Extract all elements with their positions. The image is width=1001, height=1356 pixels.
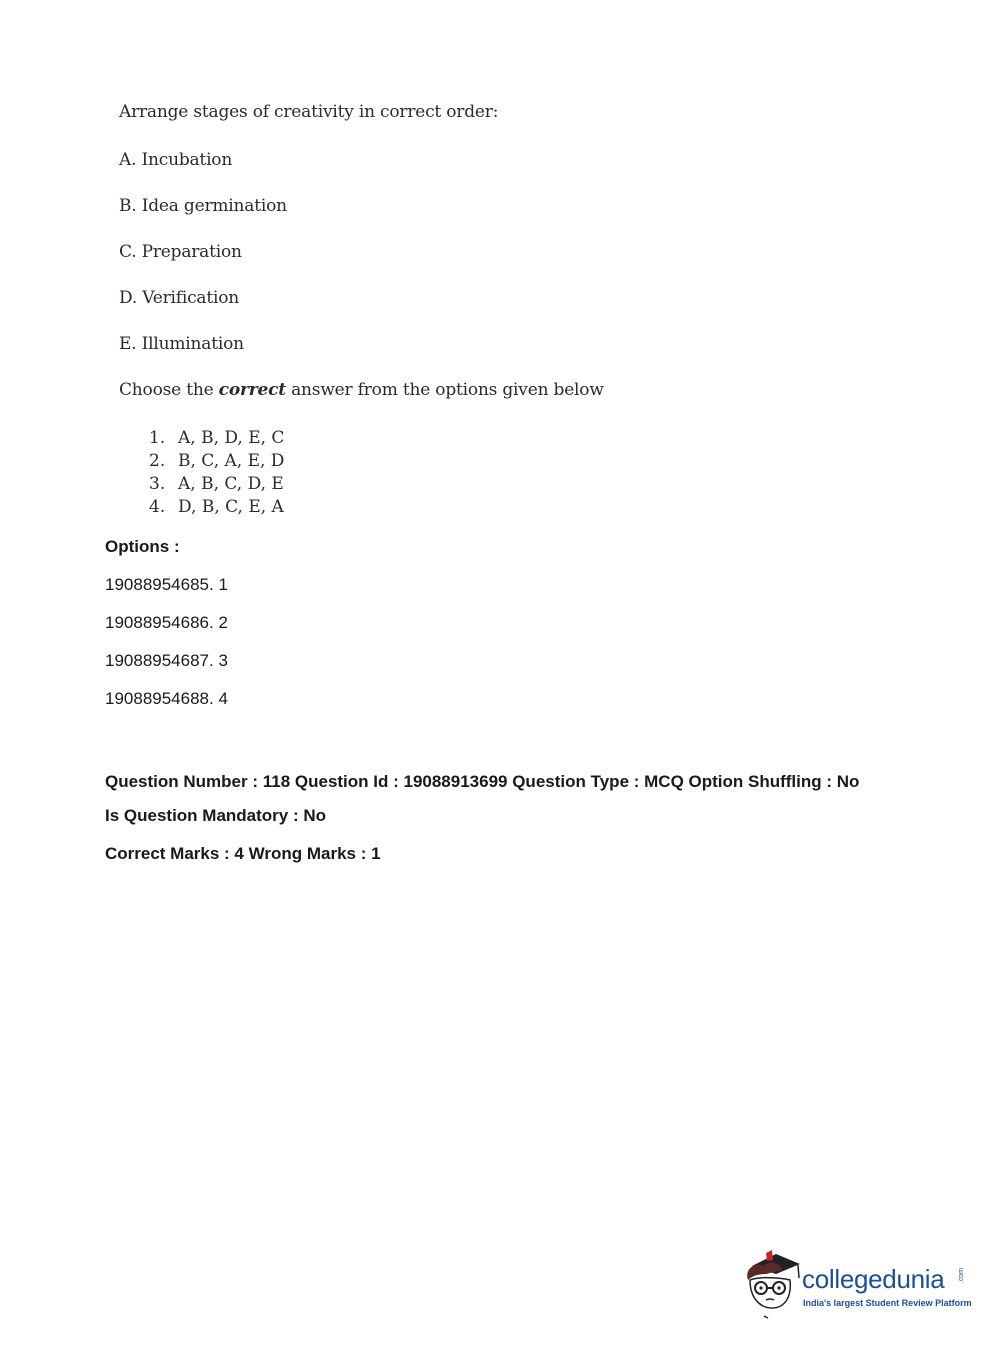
question-instruction	[119, 380, 604, 400]
answer-number: 1.	[149, 428, 166, 448]
instruction-prefix: Choose the	[119, 380, 219, 400]
question-item: A. Incubation	[119, 150, 233, 170]
question-item: B. Idea germination	[119, 196, 287, 216]
logo-wordmark: collegedunia	[802, 1264, 945, 1294]
instruction-emphasis: correct	[218, 380, 286, 400]
question-item: C. Preparation	[119, 242, 242, 262]
question-meta-line: Question Number : 118 Question Id : 19088913699 Question Type : MCQ Option Shuffling : No	[105, 772, 860, 791]
collegedunia-logo	[742, 1250, 972, 1322]
answer-text: B, C, A, E, D	[178, 451, 285, 471]
answer-number: 3.	[149, 474, 166, 494]
question-item: E. Illumination	[119, 334, 244, 354]
question-marks: Correct Marks : 4 Wrong Marks : 1	[105, 844, 381, 863]
option-item: 19088954687. 3	[105, 651, 228, 670]
answer-text: A, B, D, E, C	[178, 428, 285, 448]
option-item: 19088954685. 1	[105, 575, 228, 594]
mascot-icon	[742, 1250, 804, 1322]
answer-item	[149, 496, 284, 519]
option-item: 19088954688. 4	[105, 689, 228, 708]
option-item: 19088954686. 2	[105, 613, 228, 632]
question-prompt: Arrange stages of creativity in correct order:	[119, 102, 499, 122]
logo-suffix: .com	[958, 1268, 965, 1284]
question-item: D. Verification	[119, 288, 240, 308]
options-heading: Options :	[105, 537, 180, 556]
answer-number: 2.	[149, 451, 166, 471]
logo-tagline: India's largest Student Review Platform	[803, 1298, 972, 1308]
answer-item	[149, 427, 284, 450]
instruction-suffix: answer from the options given below	[285, 380, 604, 400]
answer-text: A, B, C, D, E	[178, 474, 284, 494]
answer-text: D, B, C, E, A	[178, 497, 284, 517]
answer-item	[149, 450, 284, 473]
question-mandatory: Is Question Mandatory : No	[105, 806, 327, 825]
answer-number: 4.	[149, 497, 166, 517]
answer-item	[149, 473, 284, 496]
answer-list	[149, 427, 284, 519]
